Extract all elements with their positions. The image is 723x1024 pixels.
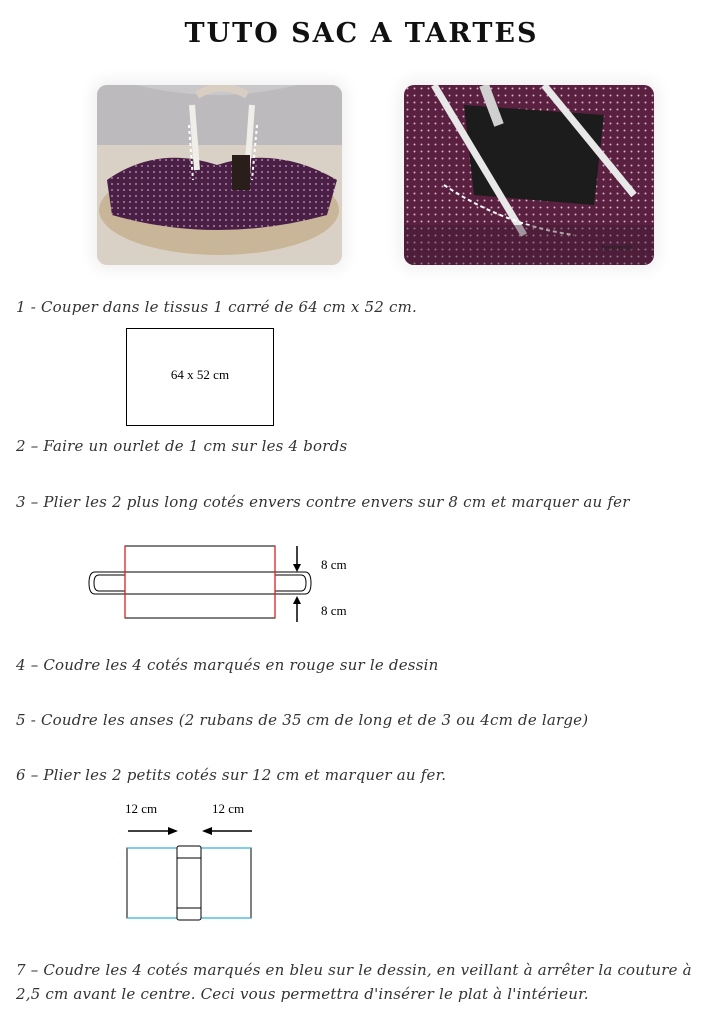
fold-diagram xyxy=(85,538,375,628)
fold-top-label: 8 cm xyxy=(321,557,347,572)
step-1-text: 1 - Couper dans le tissus 1 carré de 64 cm x 52 cm. xyxy=(16,298,418,316)
side-right-label: 12 cm xyxy=(212,801,245,816)
rectangle-dimension-label: 64 x 52 cm xyxy=(170,367,230,382)
page-title: TUTO SAC A TARTES xyxy=(184,18,539,49)
step-7-text: 7 – Coudre les 4 cotés marqués en bleu sur le dessin, en veillant à arrêter la couture à 2,5 cm avant le centre. Ceci vous permettra d'insérer le plat à l'intérieur. xyxy=(16,961,692,1003)
photo-bag-left xyxy=(97,85,342,265)
fold-bottom-label: 8 cm xyxy=(321,603,347,618)
photo-watermark: Sermentik xyxy=(601,245,633,252)
step-4-text: 4 – Coudre les 4 cotés marqués en rouge sur le dessin xyxy=(16,656,439,674)
photo-bag-right xyxy=(404,85,654,265)
fabric-rectangle-diagram xyxy=(126,328,274,426)
step-6-text: 6 – Plier les 2 petits cotés sur 12 cm et marquer au fer. xyxy=(16,766,447,784)
step-3-text: 3 – Plier les 2 plus long cotés envers contre envers sur 8 cm et marquer au fer xyxy=(16,493,630,511)
step-5-text: 5 - Coudre les anses (2 rubans de 35 cm de long et de 3 ou 4cm de large) xyxy=(16,711,589,729)
side-left-label: 12 cm xyxy=(125,801,158,816)
bag-photo-image xyxy=(97,85,342,265)
side-fold-diagram xyxy=(120,798,260,923)
step-2-text: 2 – Faire un ourlet de 1 cm sur les 4 bords xyxy=(16,437,348,455)
bag-closeup-image xyxy=(404,85,654,265)
side-fold-drawing xyxy=(120,798,260,923)
